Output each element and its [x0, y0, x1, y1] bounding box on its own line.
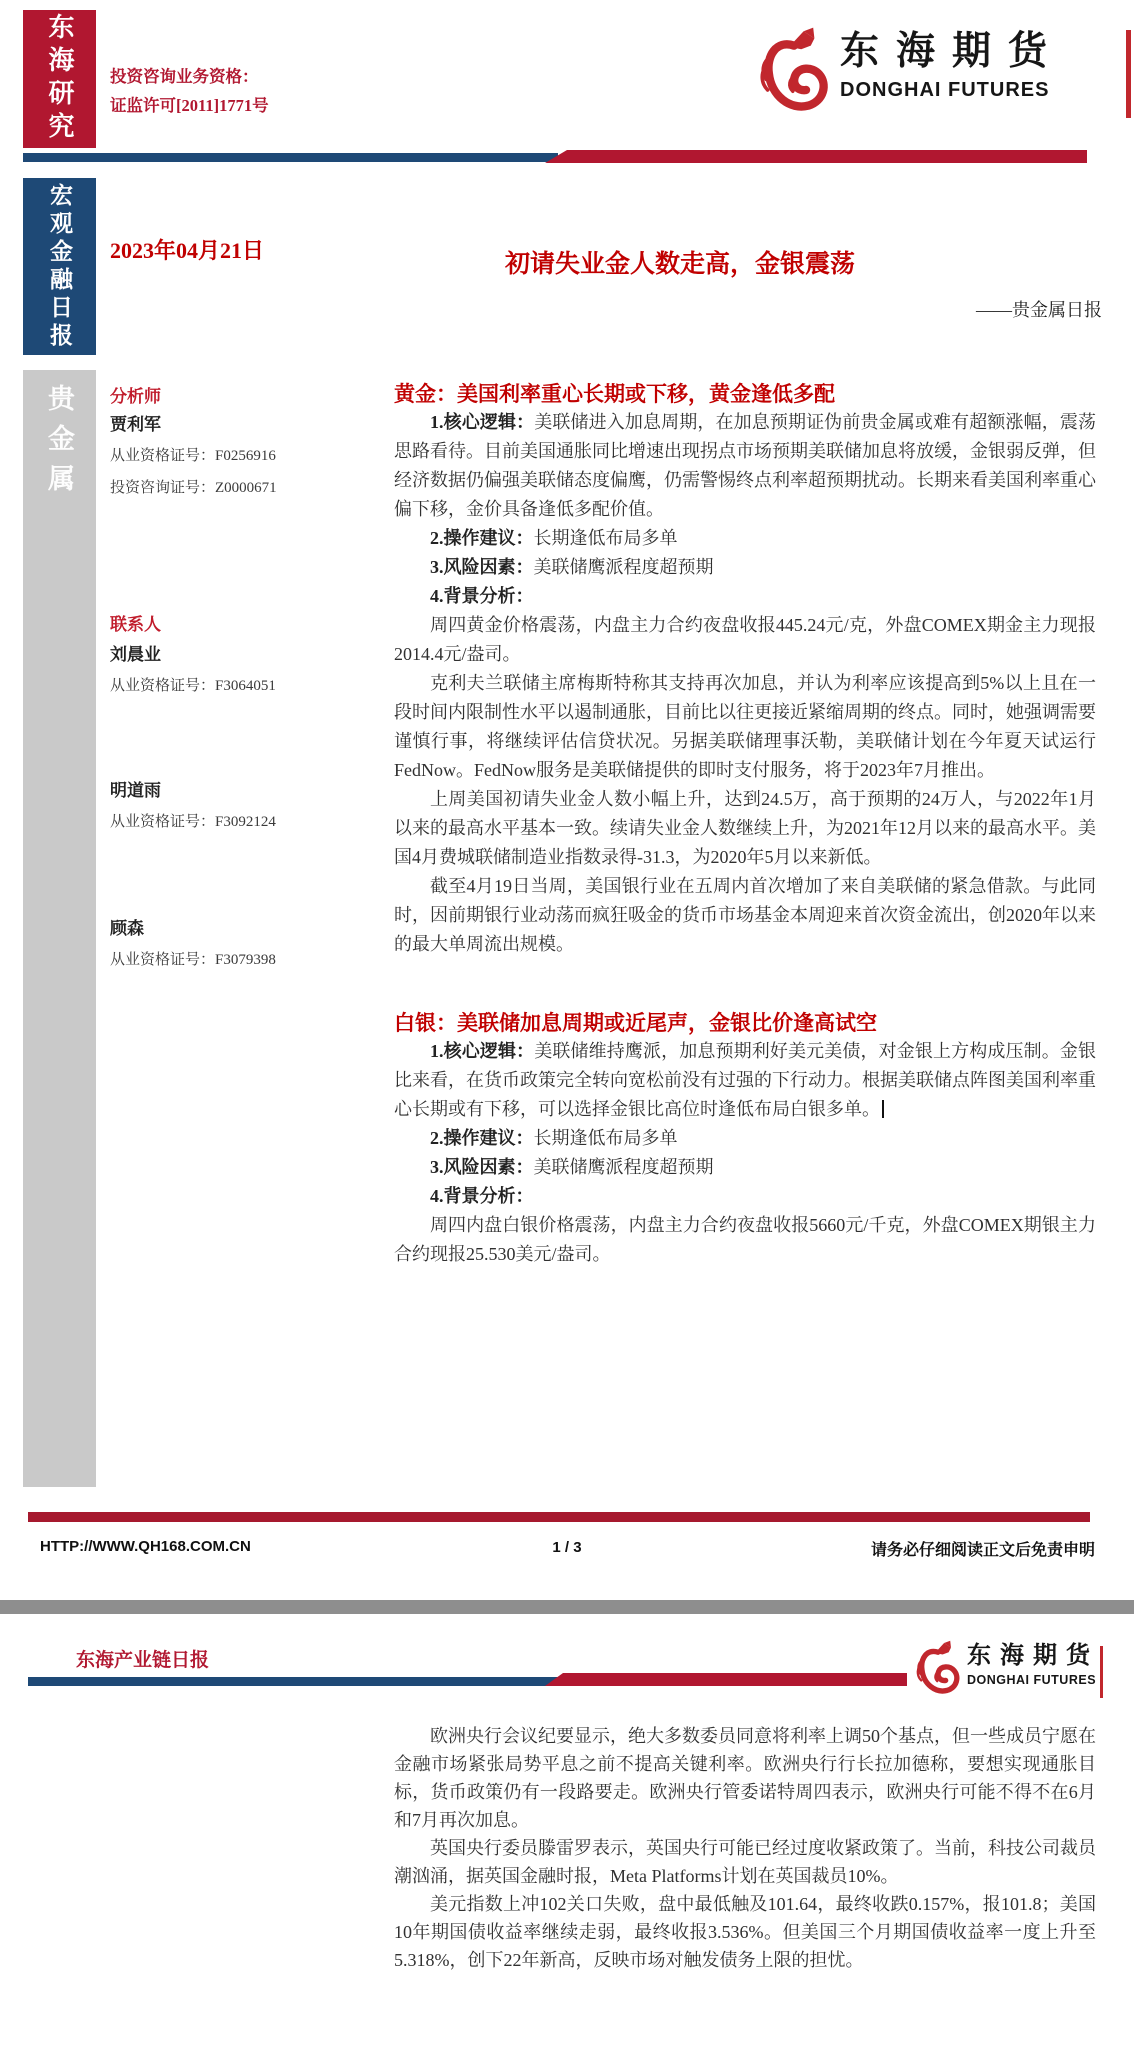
report-title: 初请失业金人数走高，金银震荡	[504, 251, 855, 278]
category-banner	[23, 370, 96, 1487]
license-block	[110, 62, 269, 120]
logo-english-name: DONGHAI FUTURES	[840, 79, 1050, 101]
main-content-page1	[394, 370, 1096, 1269]
text-cursor	[882, 1100, 884, 1118]
page-number: 1 / 3	[552, 1539, 582, 1556]
gold-background-label: 4.背景分析：	[430, 586, 534, 606]
logo-chinese-name: 东海期货	[840, 30, 1065, 73]
silver-background-1: 周四内盘白银价格震荡，内盘主力合约夜盘收报5660元/千克，外盘COMEX期银主力合约现报25.530美元/盎司。	[394, 1215, 1096, 1264]
footer-url: HTTP://WWW.QH168.COM.CN	[40, 1538, 251, 1555]
license-line1: 投资咨询业务资格：	[110, 67, 259, 86]
contact-name: 刘晨业	[110, 645, 161, 664]
silver-section-heading: 白银：美联储加息周期或近尾声，金银比价逢高试空	[394, 1011, 877, 1035]
license-line2: 证监许可[2011]1771号	[110, 96, 269, 115]
logo-right-rule	[1126, 30, 1131, 118]
gold-risk: 3.风险因素：美联储鹰派程度超预期	[430, 557, 714, 577]
page2-header-title: 东海产业链日报	[76, 1650, 210, 1671]
analyst-cert: 从业资格证号：F0256916	[110, 448, 276, 464]
analyst-advisory-cert: 投资咨询证号：Z0000671	[110, 480, 277, 496]
page-separator	[0, 1600, 1134, 1614]
page2-divider-blue	[28, 1677, 558, 1686]
category-label: 贵金属	[44, 384, 74, 504]
footer-disclaimer: 请务必仔细阅读正文后免责申明	[870, 1542, 1095, 1559]
silver-core-logic: 1.核心逻辑：美联储维持鹰派，加息预期利好美元美债，对金银上方构成压制。金银比来看，在货币政策完全转向宽松前没有过强的下行动力。根据美联储点阵图美国利率重心长期或有下移，可以选择金银比高位时逢低布局白银多单。	[394, 1041, 1096, 1119]
analyst-name: 贾利军	[110, 415, 161, 434]
gold-background-4: 截至4月19日当周，美国银行业在五周内首次增加了来自美联储的紧急借款。与此同时，因前期银行业动荡而疯狂吸金的货币市场基金本周迎来首次资金流出，创2020年以来的最大单周流出规模。	[394, 876, 1096, 954]
contact-name: 明道雨	[110, 781, 161, 800]
gold-background-2: 克利夫兰联储主席梅斯特称其支持再次加息，并认为利率应该提高到5%以上且在一段时间内限制性水平以遏制通胀，目前比以往更接近紧缩周期的终点。同时，她强调需要谨慎行事，将继续评估信贷状况。另据美联储理事沃勒，美联储计划在今年夏天试运行FedNow。FedNow服务是美联储提供的即时支付服务，将于2023年7月推出。	[394, 673, 1096, 780]
company-logo-small	[915, 1640, 1099, 1703]
contact-cert: 从业资格证号：F3064051	[110, 678, 276, 694]
report-type-label: 宏观金融日报	[47, 182, 72, 351]
contact-cert: 从业资格证号：F3079398	[110, 952, 276, 968]
contact-role-label: 联系人	[110, 615, 161, 634]
page2-divider-red	[545, 1673, 907, 1686]
logo-english-name: DONGHAI FUTURES	[967, 1673, 1097, 1687]
contact-cert: 从业资格证号：F3092124	[110, 814, 276, 830]
gold-section-heading: 黄金：美国利率重心长期或下移，黄金逢低多配	[394, 382, 835, 406]
report-date: 2023年04月21日	[110, 238, 265, 263]
silver-risk: 3.风险因素：美联储鹰派程度超预期	[430, 1157, 714, 1177]
report-type-banner	[23, 178, 96, 355]
company-logo	[758, 26, 1064, 123]
page2-paragraph-2: 英国央行委员滕雷罗表示，英国央行可能已经过度收紧政策了。当前，科技公司裁员潮汹涌，据英国金融时报，Meta Platforms计划在英国裁员10%。	[394, 1838, 1096, 1886]
dragon-logo-icon	[915, 1640, 961, 1703]
analyst-role-label: 分析师	[110, 387, 161, 406]
gold-core-logic-label: 1.核心逻辑：	[430, 412, 535, 432]
header-divider-red	[545, 150, 1087, 163]
logo-right-rule	[1100, 1646, 1103, 1698]
page2-paragraph-3: 美元指数上冲102关口失败，盘中最低触及101.64，最终收跌0.157%，报101.8；美国10年期国债收益率继续走弱，最终收报3.536%。但美国三个月期国债收益率一度上升至5.318%，创下22年新高，反映市场对触发债务上限的担忧。	[394, 1894, 1096, 1970]
gold-background-3: 上周美国初请失业金人数小幅上升，达到24.5万，高于预期的24万人，与2022年1月以来的最高水平基本一致。续请失业金人数继续上升，为2021年12月以来的最高水平。美国4月费城联储制造业指数录得-31.3，为2020年5月以来新低。	[394, 789, 1096, 867]
gold-background-1: 周四黄金价格震荡，内盘主力合约夜盘收报445.24元/克，外盘COMEX期金主力现报2014.4元/盎司。	[394, 615, 1096, 664]
report-subtitle: ——贵金属日报	[976, 300, 1102, 320]
dragon-logo-icon	[758, 26, 830, 123]
logo-chinese-name: 东海期货	[967, 1643, 1099, 1669]
research-banner-label: 东海研究	[45, 13, 74, 145]
header-divider-blue	[23, 153, 558, 162]
contact-name: 顾森	[110, 919, 144, 938]
silver-background-label: 4.背景分析：	[430, 1186, 534, 1206]
gold-advice: 2.操作建议：长期逢低布局多单	[430, 528, 678, 548]
footer-rule	[28, 1512, 1090, 1522]
main-content-page2	[394, 1722, 1096, 1974]
research-banner	[23, 10, 96, 148]
page2-paragraph-1: 欧洲央行会议纪要显示，绝大多数委员同意将利率上调50个基点，但一些成员宁愿在金融市场紧张局势平息之前不提高关键利率。欧洲央行行长拉加德称，要想实现通胀目标，货币政策仍有一段路要走。欧洲央行管委诺特周四表示，欧洲央行可能不得不在6月和7月再次加息。	[394, 1726, 1096, 1830]
silver-advice: 2.操作建议：长期逢低布局多单	[430, 1128, 678, 1148]
gold-core-logic: 1.核心逻辑：美联储进入加息周期，在加息预期证伪前贵金属或难有超额涨幅，震荡思路看待。目前美国通胀同比增速出现拐点市场预期美联储加息将放缓，金银弱反弹，但经济数据仍偏强美联储态度偏鹰，仍需警惕终点利率超预期扰动。长期来看美国利率重心偏下移，金价具备逢低多配价值。	[394, 412, 1096, 519]
